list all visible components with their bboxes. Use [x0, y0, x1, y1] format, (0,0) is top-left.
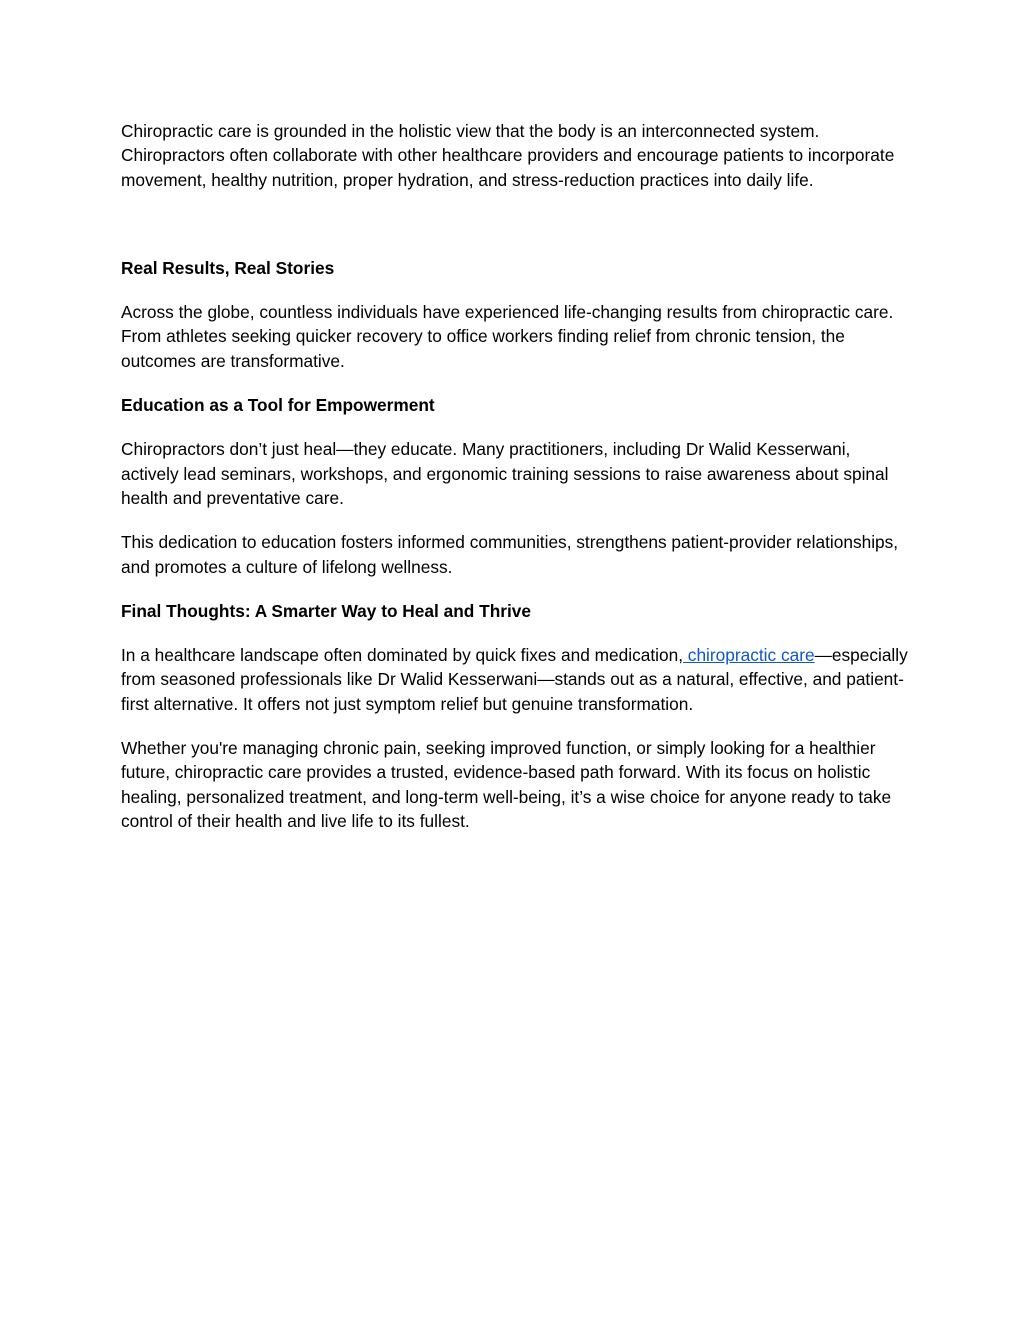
education-paragraph-1: Chiropractors don’t just heal—they educate. Many practitioners, including Dr Walid Kesserwani, actively lead seminars, workshops, and ergonomic training sessions to raise awareness about spinal health and preventative care. [121, 439, 889, 508]
section-spacer [121, 212, 911, 256]
document-page [121, 119, 911, 853]
final-thoughts-paragraph [121, 643, 911, 716]
final-thoughts-text-after: —especially from seasoned professionals like Dr Walid Kesserwani—stands out as a natural, effective, and patient-first alternative. It offers not just symptom relief but genuine transformation. [121, 645, 908, 714]
section-heading-real-results: Real Results, Real Stories [121, 257, 335, 278]
final-thoughts-text-before: In a healthcare landscape often dominated by quick fixes and medication, [121, 645, 683, 666]
closing-paragraph: Whether you're managing chronic pain, seeking improved function, or simply looking for a healthier future, chiropractic care provides a trusted, evidence-based path forward. With its focus on holistic healing, personalized treatment, and long-term well-being, it’s a wise choice for anyone ready to take control of their health and live life to its fullest. [121, 738, 892, 831]
real-results-paragraph: Across the globe, countless individuals have experienced life-changing results from chiropractic care. From athletes seeking quicker recovery to office workers finding relief from chronic tension, the outcomes are transformative. [121, 302, 894, 371]
section-heading-final-thoughts: Final Thoughts: A Smarter Way to Heal and Thrive [121, 600, 531, 621]
section-heading-education: Education as a Tool for Empowerment [121, 395, 435, 416]
intro-paragraph: Chiropractic care is grounded in the holistic view that the body is an interconnected system. Chiropractors often collaborate with other healthcare providers and encourage patients to incorporate movement, healthy nutrition, proper hydration, and stress-reduction practices into daily life. [121, 121, 895, 190]
chiropractic-care-link[interactable]: chiropractic care [683, 645, 815, 666]
education-paragraph-2: This dedication to education fosters informed communities, strengthens patient-provider relationships, and promotes a culture of lifelong wellness. [121, 532, 899, 577]
